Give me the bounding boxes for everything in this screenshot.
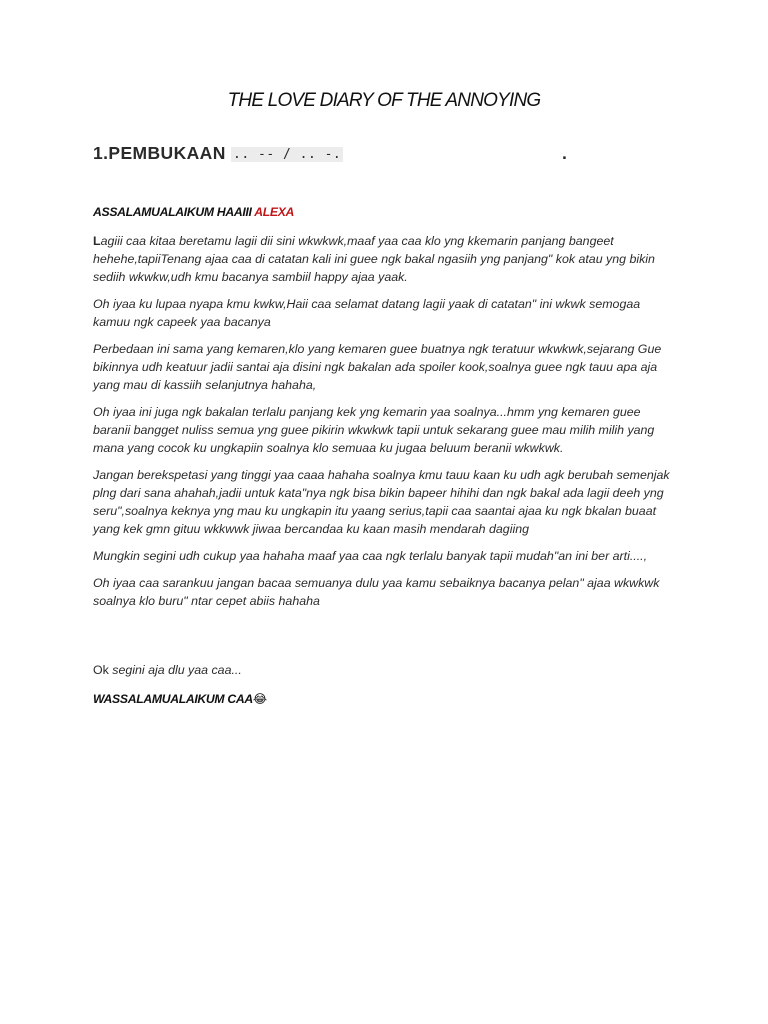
- date-field: .. -- / .. -.: [233, 147, 342, 162]
- recipient-name: ALEXA: [254, 205, 295, 219]
- ok-line: [93, 663, 242, 677]
- greeting-text: ASSALAMUALAIKUM HAAIII: [93, 205, 252, 219]
- paragraph: Jangan berekspetasi yang tinggi yaa caaa hahaha soalnya kmu tauu kaan ku udh agk berubah semenjak plng dari sana ahahah,jadii untuk kata"nya ngk bisa bikin bapeer hihihi dan ngk bakal ada lagii deeh yng seru",soalnya keknya yng mau ku ungkapin itu yaang serius,tapii caa saantai ajaa ku ngk bkalan buaat yang kek gmn gituu wkkwwk jiwaa bercandaa ku kaan masih mendarah dagiing: [93, 468, 670, 536]
- section-heading-label: 1.PEMBUKAAN: [93, 143, 226, 163]
- paragraph: Perbedaan ini sama yang kemaren,klo yang kemaren guee buatnya ngk teratuur wkwkwk,sejarang Gue bikinnya udh keatuur jadii santai aja disini ngk bakalan ada spoiler kook,soalnya guee ngk tauu apa aja yang mau di kassiih selanjutnya hahaha,: [93, 342, 662, 392]
- paragraph: Oh iyaa ku lupaa nyapa kmu kwkw,Haii caa selamat datang lagii yaak di catatan" ini wkwk semogaa kamuu ngk capeek yaa bacanya: [93, 297, 641, 329]
- ok-rest: segini aja dlu yaa caa...: [108, 663, 242, 677]
- body-text: [93, 232, 678, 619]
- paragraph: Oh iyaa ini juga ngk bakalan terlalu panjang kek yng kemarin yaa soalnya...hmm yng kemaren guee baranii bangget nuliss semua yng guee pikirin wkwkwk tapii untuk sekarang guee mau milih milih yang mana yang cocok ku ungkapiin soalnya klo semuaa ku jugaa beluum beranii wkwkwk.: [93, 405, 655, 455]
- closing-text: WASSALAMUALAIKUM CAA: [93, 692, 253, 706]
- greeting-line: [93, 205, 294, 219]
- document-title: THE LOVE DIARY OF THE ANNOYING: [227, 90, 541, 111]
- section-heading: [93, 143, 693, 164]
- paragraph: Lagiii caa kitaa beretamu lagii dii sini wkwkwk,maaf yaa caa klo yng kkemarin panjang bangeet hehehe,tapiiTenang ajaa caa di catatan kali ini guee ngk bakal ngasiih yng panjang" kok atau yng bikin sediih wkwkw,udh kmu bacanya sambiil happy ajaa yaak.: [93, 234, 655, 284]
- closing-line: [93, 692, 267, 706]
- trailing-mark: .: [562, 143, 568, 163]
- paragraph: Mungkin segini udh cukup yaa hahaha maaf yaa caa ngk terlalu banyak tapii mudah"an ini ber arti....,: [93, 549, 648, 563]
- laughing-emoji-icon: 😂: [252, 692, 267, 706]
- ok-lead: Ok: [93, 663, 109, 677]
- paragraph: Oh iyaa caa sarankuu jangan bacaa semuanya dulu yaa kamu sebaiknya bacanya pelan" ajaa wkwkwk soalnya klo buru" ntar cepet abiis hahaha: [93, 576, 660, 608]
